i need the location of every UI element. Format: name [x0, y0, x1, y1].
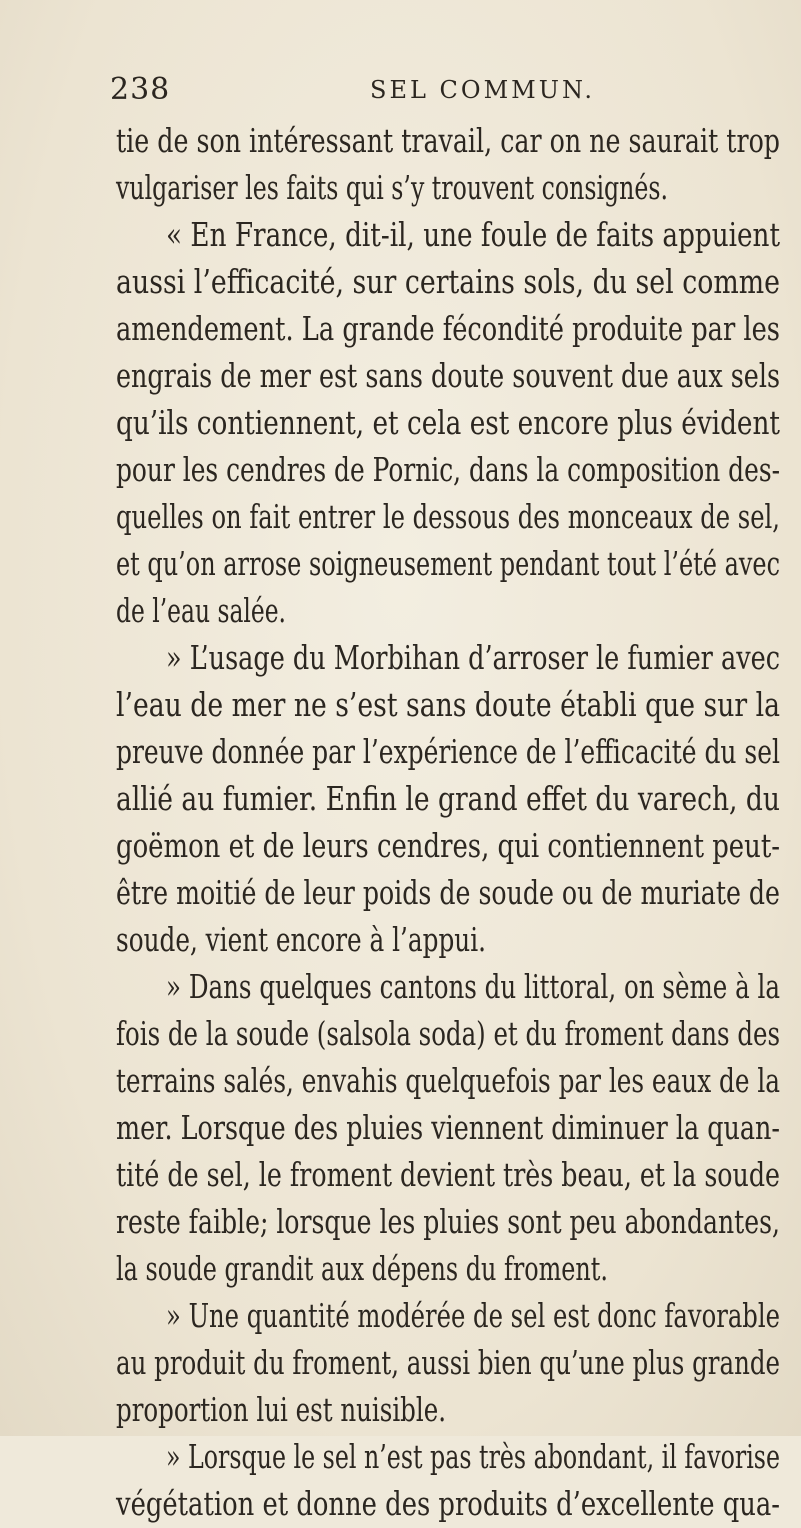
text-line: terrains salés, envahis quelquefois par les eaux de la — [116, 1062, 780, 1100]
text-line: de l’eau salée. — [116, 592, 286, 630]
text-line: qu’ils contiennent, et cela est encore plus évident — [116, 404, 780, 442]
text-line: « En France, dit-il, une foule de faits appuient — [166, 216, 780, 254]
text-line: tité de sel, le froment devient très beau, et la soude — [116, 1156, 780, 1194]
text-line: proportion lui est nuisible. — [116, 1391, 446, 1429]
running-head: SEL COMMUN. — [370, 76, 596, 104]
text-line: engrais de mer est sans doute souvent due aux sels — [116, 357, 780, 395]
text-line: aussi l’efficacité, sur certains sols, du sel comme — [116, 263, 780, 301]
text-line: être moitié de leur poids de soude ou de muriate de — [116, 874, 780, 912]
text-line: pour les cendres de Pornic, dans la composition des- — [116, 451, 780, 489]
text-line: » Dans quelques cantons du littoral, on sème à la — [166, 968, 780, 1006]
page-header — [110, 72, 790, 112]
text-line: et qu’on arrose soigneusement pendant tout l’été avec — [116, 545, 780, 583]
text-line: » Une quantité modérée de sel est donc favorable — [166, 1297, 780, 1335]
text-line: » Lorsque le sel n’est pas très abondant, il favorise — [166, 1438, 780, 1476]
text-line: reste faible; lorsque les pluies sont peu abondantes, — [116, 1203, 780, 1241]
text-line: vulgariser les faits qui s’y trouvent consignés. — [116, 169, 668, 207]
page-number: 238 — [110, 72, 171, 107]
text-line: tie de son intéressant travail, car on ne saurait trop — [116, 122, 780, 160]
text-line: au produit du froment, aussi bien qu’une plus grande — [116, 1344, 780, 1382]
text-line: quelles on fait entrer le dessous des monceaux de sel, — [116, 498, 780, 536]
text-line: fois de la soude (salsola soda) et du froment dans des — [116, 1015, 780, 1053]
text-line: la soude grandit aux dépens du froment. — [116, 1250, 608, 1288]
text-line: soude, vient encore à l’appui. — [116, 921, 486, 959]
text-line: preuve donnée par l’expérience de l’efficacité du sel — [116, 733, 780, 771]
text-line: allié au fumier. Enfin le grand effet du varech, du — [116, 780, 780, 818]
text-line: mer. Lorsque des pluies viennent diminuer la quan- — [116, 1109, 780, 1147]
text-line: goëmon et de leurs cendres, qui contiennent peut- — [116, 827, 780, 865]
text-line: végétation et donne des produits d’excellente qua- — [116, 1485, 780, 1523]
text-line: amendement. La grande fécondité produite par les — [116, 310, 780, 348]
text-line: l’eau de mer ne s’est sans doute établi que sur la — [116, 686, 780, 724]
text-line: » L’usage du Morbihan d’arroser le fumier avec — [166, 639, 780, 677]
